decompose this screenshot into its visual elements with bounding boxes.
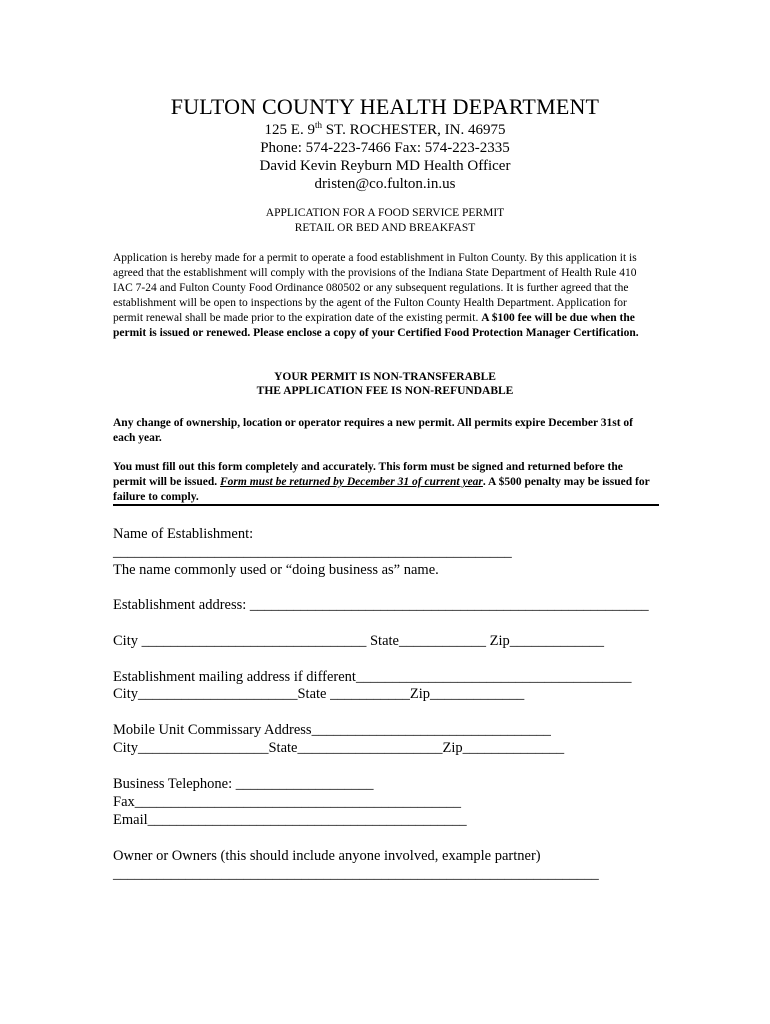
department-email: dristen@co.fulton.in.us [314,176,456,192]
address-superscript: th [314,120,322,130]
mailing-city-state-zip-field[interactable]: City______________________State ___________Zip_____________ [113,686,525,702]
owners-label: Owner or Owners (this should include anyone involved, example partner) [113,848,541,864]
penalty-text: . A $500 penalty may be issued for failure to comply. [113,476,650,503]
health-officer: David Kevin Reyburn MD Health Officer [259,158,511,174]
mobile-unit-address-field[interactable]: Mobile Unit Commissary Address_________________________________ [113,722,551,738]
section-divider [113,504,659,506]
completion-text: You must fill out this form completely and accurately. This form must be signed and returned before the permit will be issued. [113,461,623,488]
dba-note: The name commonly used or “doing business as” name. [113,562,439,578]
non-transferable-notice: YOUR PERMIT IS NON-TRANSFERABLE [274,371,496,383]
deadline-text: Form must be returned by December 31 of current year [220,476,483,488]
address-prefix: 125 E. 9 [264,122,315,138]
intro-fee-note: A $100 fee will be due when the permit is issued or renewed. Please enclose a copy of your Certified Food Protection Manager Certification. [113,312,639,339]
establishment-name-field[interactable]: _______________________________________________________ [113,544,512,560]
application-subtitle: RETAIL OR BED AND BREAKFAST [294,222,476,234]
change-notice: Any change of ownership, location or operator requires a new permit. All permits expire December 31st of each year. [113,417,633,444]
department-title: FULTON COUNTY HEALTH DEPARTMENT [170,94,600,119]
establishment-address-field[interactable]: Establishment address: _______________________________________________________ [113,597,649,613]
business-telephone-field[interactable]: Business Telephone: ___________________ [113,776,374,792]
address-suffix: ST. ROCHESTER, IN. 46975 [321,122,506,138]
department-phone: Phone: 574-223-7466 Fax: 574-223-2335 [260,140,510,156]
email-field[interactable]: Email____________________________________________ [113,812,467,828]
city-state-zip-field[interactable]: City _______________________________ State____________ Zip_____________ [113,633,604,649]
completion-notice [113,460,658,505]
intro-paragraph [113,251,658,341]
mailing-address-field[interactable]: Establishment mailing address if different______________________________________ [113,669,632,685]
fax-field[interactable]: Fax_____________________________________________ [113,794,461,810]
intro-text: Application is hereby made for a permit to operate a food establishment in Fulton County. By this application it is agreed that the establishment will comply with the provisions of the Indiana State Department of Health Rule 410 IAC 7-24 and Fulton County Food Ordinance 080502 or any subsequent regulations. It is further agreed that the establishment will be open to inspections by the agent of the Fulton County Health Department. Application for permit renewal shall be made prior to the expiration date of the existing permit. [113,252,637,324]
department-address [0,122,770,139]
application-title: APPLICATION FOR A FOOD SERVICE PERMIT [265,207,505,219]
mobile-city-state-zip-field[interactable]: City__________________State____________________Zip______________ [113,740,565,756]
non-refundable-notice: THE APPLICATION FEE IS NON-REFUNDABLE [256,385,514,397]
establishment-name-label: Name of Establishment: [113,526,254,542]
owners-field[interactable]: ___________________________________________________________________ [113,866,599,882]
